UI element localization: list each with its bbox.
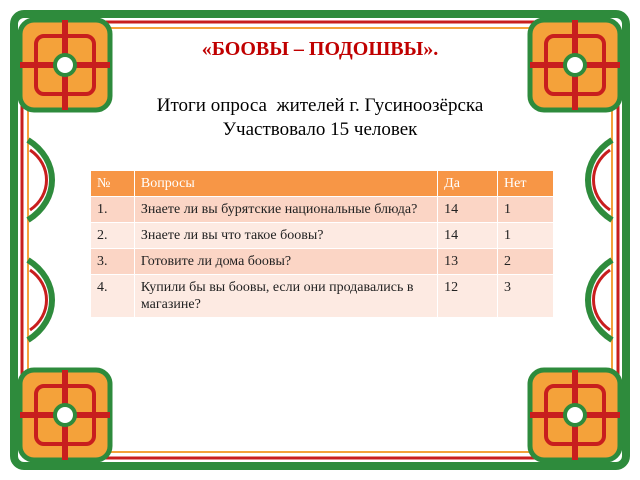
slide-subtitle bbox=[0, 94, 640, 142]
header-yes: Да bbox=[438, 171, 498, 197]
subtitle-line-1: Итоги опроса жителей г. Гусиноозёрска bbox=[156, 95, 484, 116]
cell-yes: 14 bbox=[438, 197, 498, 223]
cell-no: 3 bbox=[498, 275, 554, 318]
cell-no: 2 bbox=[498, 249, 554, 275]
table-header-row bbox=[91, 171, 554, 197]
cell-num: 2. bbox=[91, 223, 135, 249]
header-question: Вопросы bbox=[134, 171, 437, 197]
cell-question: Готовите ли дома боовы? bbox=[134, 249, 437, 275]
cell-num: 1. bbox=[91, 197, 135, 223]
slide-title: «БООВЫ – ПОДОШВЫ». bbox=[201, 38, 439, 60]
table-row bbox=[91, 223, 554, 249]
cell-no: 1 bbox=[498, 197, 554, 223]
cell-num: 4. bbox=[91, 275, 135, 318]
table-row bbox=[91, 249, 554, 275]
survey-results-table bbox=[90, 170, 554, 318]
header-no: Нет bbox=[498, 171, 554, 197]
side-ornament-left bbox=[28, 140, 52, 340]
cell-yes: 12 bbox=[438, 275, 498, 318]
table-row bbox=[91, 275, 554, 318]
corner-ornament-bottom-right bbox=[530, 370, 620, 460]
cell-yes: 13 bbox=[438, 249, 498, 275]
corner-ornament-bottom-left bbox=[20, 370, 110, 460]
cell-num: 3. bbox=[91, 249, 135, 275]
cell-question: Купили бы вы боовы, если они продавались в магазине? bbox=[134, 275, 437, 318]
side-ornament-right bbox=[588, 140, 612, 340]
cell-no: 1 bbox=[498, 223, 554, 249]
header-num: № bbox=[91, 171, 135, 197]
cell-yes: 14 bbox=[438, 223, 498, 249]
table-row bbox=[91, 197, 554, 223]
cell-question: Знаете ли вы бурятские национальные блюда? bbox=[134, 197, 437, 223]
subtitle-line-2: Участвовало 15 человек bbox=[222, 119, 418, 140]
cell-question: Знаете ли вы что такое боовы? bbox=[134, 223, 437, 249]
